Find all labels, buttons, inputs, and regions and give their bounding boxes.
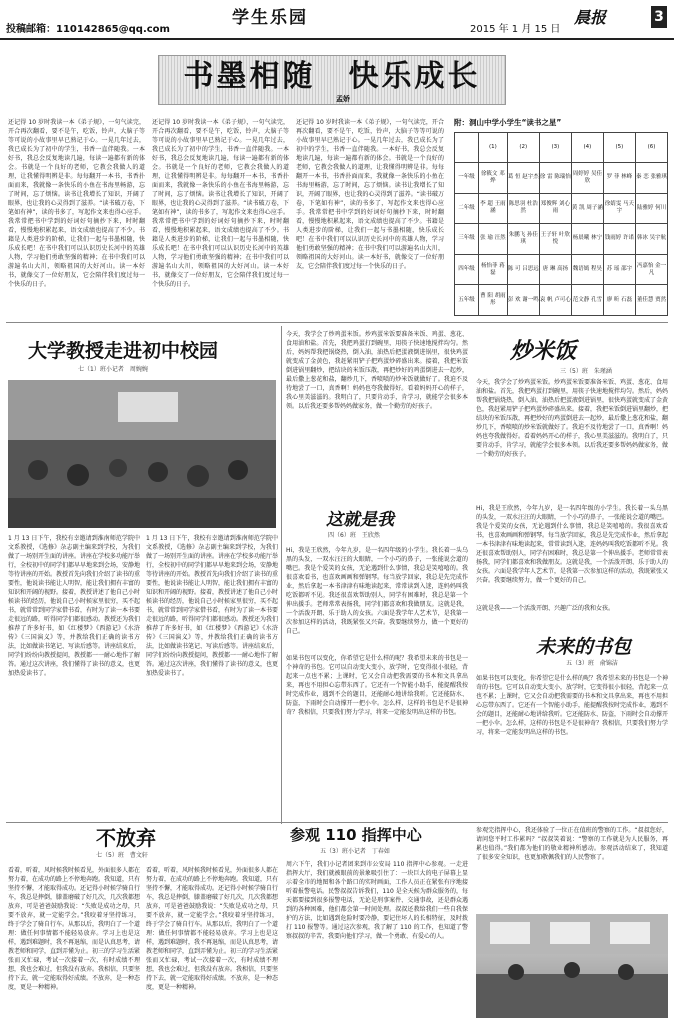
chart-name-cell: 范文静 孔雪	[571, 285, 603, 316]
university-article-byline: 七（1）班小记者 周婉婉	[78, 366, 148, 373]
emergency-center-body: 周六下午，我们小记者团来到市公安局 110 指挥中心参观。一走进指挥大厅，我们就被眼前的景象吸引住了：一块巨大的电子屏幕上显示着全市的地图和各个路口的实时画面，工作人员正在紧张有序地接听着报警电话。民警叔叔告诉我们，110 是全天候为群众服务的，每天都要接到很多报警电话，无论是刑事案件、交通事故，还是群众遇到的各种困难，他们都会第一时间处理。叔叔还教给我们一些自我保护的方法，比如遇到危险时要冷静，要记住坏人的长相特征，及时拨打 110 报警等。通过这次参观，我了解了 110 的工作，也知道了警察叔叔的辛苦，我要向他们学习，做一个勇敢、有爱心的人。	[286, 861, 468, 940]
chart-name-cell: 杨怡菲 蒋磊	[479, 254, 508, 285]
future-bag-title: 未来的书包	[536, 636, 632, 658]
university-article-col-2: 1 月 13 日下午，我校有幸邀请到淮南师范学院中文系教授，《选修》杂志副主编来到学校，为我们做了一场别开生面的讲座。讲座在学校多功能厅举行，全校初中的同学们都早早地来到会场，安静地等待讲座的开始。教授首先向我们介绍了读书的重要性，他说读书能让人明智，能让我们拥有丰富的知识和开阔的视野。接着，教授讲述了他自己小时候读书的经历，他说自己小时候家里很穷，买不起书，就常常到同学家借书看，有时为了读一本书要走很远的路，听得同学们都很感动。教授还为我们推荐了许多好书，如《红楼梦》《西游记》《水浒传》《三国演义》等，并教给我们正确的读书方法，比如做读书笔记、写读后感等。讲座结束后，同学们纷纷向教授提问，教授都一一耐心地作了解答。通过这次讲座，我们懂得了读书的意义，也更加热爱读书了。	[146, 535, 278, 677]
this-is-me-byline: 四（6）班 王欣然	[328, 532, 380, 539]
chart-column-header: (4)	[571, 133, 603, 163]
university-article-col-1: 1 月 13 日下午，我校有幸邀请到淮南师范学院中文系教授，《选修》杂志副主编来到学校，为我们做了一场别开生面的讲座。讲座在学校多功能厅举行，全校初中的同学们都早早地来到会场，安静地等待讲座的开始。教授首先向我们介绍了读书的重要性，他说读书能让人明智，能让我们拥有丰富的知识和开阔的视野。接着，教授讲述了他自己小时候读书的经历，他说自己小时候家里很穷，买不起书，就常常到同学家借书看，有时为了读一本书要走很远的路，听得同学们都很感动。教授还为我们推荐了许多好书，如《红楼梦》《西游记》《水浒传》《三国演义》等，并教给我们正确的读书方法，比如做读书笔记、写读后感等。讲座结束后，同学们纷纷向教授提问，教授都一一耐心地作了解答。通过这次讲座，我们懂得了读书的意义，也更加热爱读书了。	[8, 535, 140, 677]
chart-row	[455, 254, 668, 285]
newspaper-brand: 晨报	[574, 8, 607, 27]
chart-row	[455, 224, 668, 255]
chart-name-cell: 张 瑜 汪然	[479, 224, 508, 255]
chart-name-cell: 郑俊辉 刘心雨	[539, 193, 571, 224]
chart-name-cell: 秦 恋 张雅琪	[635, 163, 667, 194]
chart-name-cell: 黄 凯 周子涵	[571, 193, 603, 224]
photo-note-body: 参观完指挥中心，我还体验了一位正在值班的警察的工作。“叔叔您好，请问您平时工作累吗？”叔叔笑着说：“警察的工作就是为人民服务，再累也值得。”我们都为他们的敬业精神所感动。参观活动结束了，我知道了很多安全知识，也更加敬佩我们的人民警察了。	[476, 827, 668, 861]
chart-corner-cell	[455, 133, 479, 163]
lead-article-col-3: 还记得 10 岁时我读一本《弟子规》，一句气读完，开合再次翻看，要不是午，吃饭，铃声，大脑子等等可说的小故事里早已熟记于心。一晃几年过去，我已成长为了初中的学生，书香一直伴随我。一本好书，我总会反复地读几遍，每读一遍都有新的体会。书就是一个良好的老师，它教会我做人的道理，让我懂得明辨是非。每每翻开一本书，书香扑面而来，我就像一条快乐的小鱼在书海里畅游，忘了时间，忘了烦恼。读书让我增长了知识，开阔了眼界，也让我的心灵得到了滋养。“读书破万卷，下笔如有神”，读的书多了，写起作文来也得心应手。我常常把书中学到的好词好句摘抄下来，时时翻看，慢慢地积累起来，语文成绩也提高了不少。书籍是人类进步的阶梯，让我们一起与书墨相随，快乐成长吧！在书中我们可以认识历史长河中的英雄人物，学习他们勇敢坚强的精神；在书中我们可以游遍名山大川，领略祖国的大好河山。读一本好书，就像交了一位好朋友，它会陪伴我们度过每一个快乐的日子。	[296, 119, 444, 270]
chart-name-cell: 廖 昕 石磊	[603, 285, 635, 316]
future-bag-byline: 五（3）班 俞锦洁	[566, 660, 618, 667]
classroom-photo-illustration	[8, 380, 276, 528]
chart-column-header: (1)	[479, 133, 508, 163]
emergency-center-byline: 五（3）班小记者 丁春如	[320, 848, 390, 855]
divider-horizontal	[6, 322, 668, 323]
chart-name-cell: 董佳慧 贾然	[635, 285, 667, 316]
chart-column-header: (6)	[635, 133, 667, 163]
this-is-me-col-2: Hi，我是王欣然，今年九岁，是一名四年级的小学生。我长着一头乌黑的头发，一双水汪汪的大眼睛，一个小巧的鼻子，一张能说会道的嘴巴。我是个爱笑的女孩，无论遇到什么事情，我总是笑嘻嘻的。我很喜欢看书，也喜欢画画和弹钢琴。每当放学回家，我总是先完成作业，然后拿起一本书津津有味地读起来，常常读到入迷，连妈妈叫我吃饭都听不见。我还很喜欢帮助别人，同学有困难时，我总是第一个伸出援手。老师常常表扬我，同学们都喜欢和我做朋友。这就是我，一个活泼开朗、乐于助人的女孩。六面是我学年人艺术节，是我第一次参加这样的活动，我既紧张又兴奋。我要继续努力，做一个更好的自己。	[476, 505, 668, 584]
chart-column-header: (5)	[603, 133, 635, 163]
chart-name-cell: 罗 菲 林峰	[603, 163, 635, 194]
chart-name-cell: 陈思羽 杜浩然	[507, 193, 539, 224]
chart-name-cell: 朱鹏飞 孙佳琪	[507, 224, 539, 255]
chart-name-cell: 陆雅婷 何川	[635, 193, 667, 224]
command-center-illustration	[476, 914, 668, 1018]
chart-name-cell: 袁 帆 卢可心	[539, 285, 571, 316]
chart-grade-cell: 四年级	[455, 254, 479, 285]
chart-grade-cell: 二年级	[455, 193, 479, 224]
chart-name-cell: 徐筱文 邓烨	[479, 163, 508, 194]
fried-rice-col-1: 今天，我学会了炒鸡蛋米饭。炒鸡蛋米饭要准备米饭、鸡蛋、葱花、食用油和盐。首先，我把鸡蛋打到碗里，用筷子快速地搅拌均匀。然后，妈妈帮我把锅烧热，倒入油，油热后把蛋液倒进锅里，很快鸡蛋就变成了金黄色，我赶紧用铲子把鸡蛋炒碎盛出来。接着，我把米饭倒进锅里翻炒，把结块的米饭压散，再把炒好的鸡蛋倒进去一起炒，最后撒上葱花和盐，翻炒几下，香喷喷的炒米饭就做好了。我迫不及待地尝了一口，真香啊！妈妈也夸我做得好。看着妈妈开心的样子，我心里美滋滋的。我明白了，只要肯动手，肯学习，就能学会很多本领。以后我还要多帮妈妈做家务，做一个勤劳的好孩子。	[286, 331, 468, 410]
chart-name-cell: 钱雨婷 许诺	[603, 224, 635, 255]
future-bag-col-2: 如果书包可以变化，你希望它是什么样的呢？我希望未来的书包是一个神奇的书包。它可以自动变大变小，放学时，它变得很小很轻，背起来一点也不累；上课时，它又会自动把我需要的书本和文具拿出来，再也不用担心忘带东西了。它还有一个智能小助手，能提醒我按时完成作业，遇到不会的题目，还能耐心地讲给我听。它还能防水、防盗，下雨时会自动撑开一把小伞。怎么样，这样的书包是不是很神奇？我相信，只要我们努力学习，将来一定能发明出这样的书包。	[476, 675, 668, 736]
chart-name-cell: 曹 阳 胡雨彤	[479, 285, 508, 316]
chart-name-cell: 唐 琳 高扬	[539, 254, 571, 285]
chart-name-cell: 徐婧雯 马天宇	[603, 193, 635, 224]
chart-column-header: (3)	[539, 133, 571, 163]
chart-name-cell: 韩冰 吴宇航	[635, 224, 667, 255]
chart-grade-cell: 三年级	[455, 224, 479, 255]
not-give-up-col-1: 看着，听着，风时候我时候看见，外面很多人都在努力着，在成功的路上不停地奔跑。我知道，只有坚持不懈，才能取得成功。还记得小时候学骑自行车，我总是摔倒，膝盖磨破了好几次，几次我都想放弃，可是爸爸鼓励我说：“失败是成功之母，只要不放弃，就一定能学会。”我咬着牙坚持练习，终于学会了骑自行车。从那以后，我明白了一个道理：做任何事情都不能轻易放弃。学习上也是这样，遇到难题时，我不再退缩，而是认真思考，请教老师和同学，直到弄懂为止。初三的学习生活紧张而又忙碌，考试一次接着一次，有时成绩不理想，我也会难过，但我没有放弃。我相信，只要坚持下去，就一定能取得好成绩。不放弃，是一种态度，更是一种精神。	[8, 867, 140, 991]
fried-rice-col-2: 今天，我学会了炒鸡蛋米饭。炒鸡蛋米饭要准备米饭、鸡蛋、葱花、食用油和盐。首先，我把鸡蛋打到碗里，用筷子快速地搅拌均匀。然后，妈妈帮我把锅烧热，倒入油，油热后把蛋液倒进锅里，很快鸡蛋就变成了金黄色，我赶紧用铲子把鸡蛋炒碎盛出来。接着，我把米饭倒进锅里翻炒，把结块的米饭压散，再把炒好的鸡蛋倒进去一起炒，最后撒上葱花和盐，翻炒几下，香喷喷的炒米饭就做好了。我迫不及待地尝了一口，真香啊！妈妈也夸我做得好。看着妈妈开心的样子，我心里美滋滋的。我明白了，只要肯动手，肯学习，就能学会很多本领。以后我还要多帮妈妈做家务，做一个勤劳的好孩子。	[476, 379, 668, 458]
chart-column-header: (2)	[507, 133, 539, 163]
chart-name-cell: 魏语嫣 程昊	[571, 254, 603, 285]
chart-row	[455, 285, 668, 316]
fried-rice-title: 炒米饭	[510, 338, 577, 364]
reading-star-chart	[454, 132, 668, 316]
emergency-center-title: 参观 110 指挥中心	[290, 826, 422, 844]
chart-grade-cell: 五年级	[455, 285, 479, 316]
page-number: 3	[651, 6, 667, 28]
not-give-up-byline: 七（5）班 曹文轩	[96, 852, 148, 859]
this-is-me-closing: 这就是我——一个活泼开朗、兴趣广泛的我和女孩。	[476, 605, 615, 612]
chart-row	[455, 193, 668, 224]
chart-name-cell: 葛 恒 赵宇杰	[507, 163, 539, 194]
university-article-title: 大学教授走进初中校园	[28, 340, 219, 362]
lead-article-col-2: 还记得 10 岁时我读一本《弟子规》，一句气读完，开合再次翻看，要不是午，吃饭，铃声，大脑子等等可说的小故事里早已熟记于心。一晃几年过去，我已成长为了初中的学生，书香一直伴随我。一本好书，我总会反复地读几遍，每读一遍都有新的体会。书就是一个良好的老师，它教会我做人的道理，让我懂得明辨是非。每每翻开一本书，书香扑面而来，我就像一条快乐的小鱼在书海里畅游，忘了时间，忘了烦恼。读书让我增长了知识，开阔了眼界，也让我的心灵得到了滋养。“读书破万卷，下笔如有神”，读的书多了，写起作文来也得心应手。我常常把书中学到的好词好句摘抄下来，时时翻看，慢慢地积累起来，语文成绩也提高了不少。书籍是人类进步的阶梯，让我们一起与书墨相随，快乐成长吧！在书中我们可以认识历史长河中的英雄人物，学习他们勇敢坚强的精神；在书中我们可以游遍名山大川，领略祖国的大好河山。读一本好书，就像交了一位好朋友，它会陪伴我们度过每一个快乐的日子。	[152, 119, 289, 288]
chart-name-cell: 冯嘉怡 金一凡	[635, 254, 667, 285]
reading-star-chart-title: 附：洞山中学小学生“读书之星”	[454, 118, 562, 127]
this-is-me-col-1: Hi，我是王欣然，今年九岁，是一名四年级的小学生。我长着一头乌黑的头发，一双水汪汪的大眼睛，一个小巧的鼻子，一张能说会道的嘴巴。我是个爱笑的女孩，无论遇到什么事情，我总是笑嘻嘻的。我很喜欢看书，也喜欢画画和弹钢琴。每当放学回家，我总是先完成作业，然后拿起一本书津津有味地读起来，常常读到入迷，连妈妈叫我吃饭都听不见。我还很喜欢帮助别人，同学有困难时，我总是第一个伸出援手。老师常常表扬我，同学们都喜欢和我做朋友。这就是我，一个活泼开朗、乐于助人的女孩。六面是我学年人艺术节，是我第一次参加这样的活动，我既紧张又兴奋。我要继续努力，做一个更好的自己。	[286, 547, 468, 635]
not-give-up-col-2: 看着，听着，风时候我时候看见，外面很多人都在努力着，在成功的路上不停地奔跑。我知道，只有坚持不懈，才能取得成功。还记得小时候学骑自行车，我总是摔倒，膝盖磨破了好几次，几次我都想放弃，可是爸爸鼓励我说：“失败是成功之母，只要不放弃，就一定能学会。”我咬着牙坚持练习，终于学会了骑自行车。从那以后，我明白了一个道理：做任何事情都不能轻易放弃。学习上也是这样，遇到难题时，我不再退缩，而是认真思考，请教老师和同学，直到弄懂为止。初三的学习生活紧张而又忙碌，考试一次接着一次，有时成绩不理想，我也会难过，但我没有放弃。我相信，只要坚持下去，就一定能取得好成绩。不放弃，是一种态度，更是一种精神。	[146, 867, 278, 991]
submission-email: 投稿邮箱：110142865@qq.com	[6, 24, 170, 35]
chart-name-cell: 徐 雷 陈瑞怡	[539, 163, 571, 194]
divider-horizontal	[6, 822, 668, 823]
fried-rice-byline: 三（5）班 朱瑾涵	[560, 368, 612, 375]
not-give-up-title: 不放弃	[96, 826, 156, 850]
chart-grade-cell: 一年级	[455, 163, 479, 194]
this-is-me-title: 这就是我	[326, 510, 394, 530]
section-title: 学生乐园	[232, 8, 308, 28]
chart-row	[455, 163, 668, 194]
issue-date: 2015 年 1 月 15 日	[470, 24, 561, 35]
chart-name-cell: 王子轩 叶欣悦	[539, 224, 571, 255]
banner-title: 书墨相随 快乐成长	[183, 59, 481, 94]
chart-name-cell: 李 超 王雨涵	[479, 193, 508, 224]
chart-name-cell: 苏 瑶 邵宇	[603, 254, 635, 285]
chart-name-cell: 彭 欢 谢一鸣	[507, 285, 539, 316]
classroom-photo	[8, 380, 276, 528]
banner-author: 孟娇	[336, 95, 350, 103]
chart-name-cell: 杨晨曦 林宁	[571, 224, 603, 255]
divider-vertical	[281, 326, 282, 824]
chart-name-cell: 陈 可 吕思远	[507, 254, 539, 285]
chart-name-cell: 周婷婷 吴佳欣	[571, 163, 603, 194]
future-bag-col-1: 如果书包可以变化，你希望它是什么样的呢？我希望未来的书包是一个神奇的书包。它可以自动变大变小，放学时，它变得很小很轻，背起来一点也不累；上课时，它又会自动把我需要的书本和文具拿出来，再也不用担心忘带东西了。它还有一个智能小助手，能提醒我按时完成作业，遇到不会的题目，还能耐心地讲给我听。它还能防水、防盗，下雨时会自动撑开一把小伞。怎么样，这样的书包是不是很神奇？我相信，只要我们努力学习，将来一定能发明出这样的书包。	[286, 655, 468, 716]
command-center-photo	[476, 914, 668, 1018]
lead-article-col-1: 还记得 10 岁时我读一本《弟子规》，一句气读完，开合再次翻看，要不是午，吃饭，铃声，大脑子等等可说的小故事里早已熟记于心。一晃几年过去，我已成长为了初中的学生，书香一直伴随我。一本好书，我总会反复地读几遍，每读一遍都有新的体会。书就是一个良好的老师，它教会我做人的道理，让我懂得明辨是非。每每翻开一本书，书香扑面而来，我就像一条快乐的小鱼在书海里畅游，忘了时间，忘了烦恼。读书让我增长了知识，开阔了眼界，也让我的心灵得到了滋养。“读书破万卷，下笔如有神”，读的书多了，写起作文来也得心应手。我常常把书中学到的好词好句摘抄下来，时时翻看，慢慢地积累起来，语文成绩也提高了不少。书籍是人类进步的阶梯，让我们一起与书墨相随，快乐成长吧！在书中我们可以认识历史长河中的英雄人物，学习他们勇敢坚强的精神；在书中我们可以游遍名山大川，领略祖国的大好河山。读一本好书，就像交了一位好朋友，它会陪伴我们度过每一个快乐的日子。	[8, 119, 145, 288]
